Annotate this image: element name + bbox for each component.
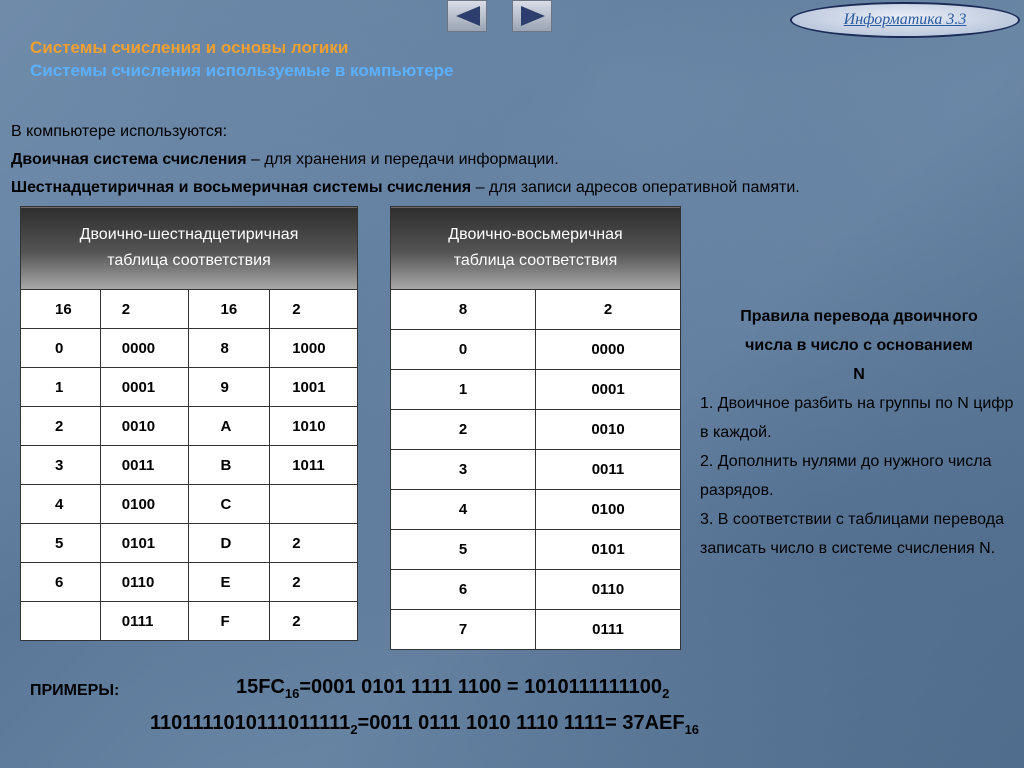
rule-item: 3. В соответствии с таблицами перевода записать число в системе счисления N.: [700, 511, 1004, 557]
table-cell: 6: [391, 570, 536, 610]
table-row: [21, 368, 358, 407]
table-cell: 0000: [536, 330, 681, 370]
table-cell: 2: [536, 290, 681, 330]
table-cell: 6: [21, 563, 101, 602]
table-row: [391, 410, 681, 450]
table-cell: 2: [270, 563, 358, 602]
table-row: [21, 329, 358, 368]
table-cell: 0011: [100, 446, 189, 485]
previous-slide-button[interactable]: [447, 0, 487, 32]
table-cell: B: [189, 446, 270, 485]
examples-label: ПРИМЕРЫ:: [30, 682, 120, 699]
table-cell: 1: [21, 368, 101, 407]
rule-item: 2. Дополнить нулями до нужного числа разрядов.: [700, 453, 992, 499]
table-cell: 0111: [100, 602, 189, 641]
intro-line-3: Шестнадцетиричная и восьмеричная системы счисления – для записи адресов оперативной памяти.: [11, 179, 800, 196]
table-cell: 2: [21, 407, 101, 446]
slide-title: Системы счисления и основы логики: [30, 38, 349, 57]
conversion-rules: [700, 302, 1018, 563]
table-row: [391, 290, 681, 330]
table-cell: 8: [189, 329, 270, 368]
table-cell: 7: [391, 610, 536, 650]
table-cell: 0010: [100, 407, 189, 446]
table-cell: 0: [391, 330, 536, 370]
intro-line-1: В компьютере используются:: [11, 123, 228, 140]
table-row: [391, 570, 681, 610]
table-cell: 1001: [270, 368, 358, 407]
table-cell: 0000: [100, 329, 189, 368]
table-cell: 2: [270, 524, 358, 563]
table-cell: A: [189, 407, 270, 446]
table-cell: [270, 485, 358, 524]
table-row: [21, 563, 358, 602]
table-row: [21, 290, 358, 329]
binary-octal-table: [390, 206, 681, 650]
table-cell: 2: [270, 602, 358, 641]
table-cell: 0010: [536, 410, 681, 450]
binary-hex-table: [20, 206, 358, 641]
table-row: [21, 407, 358, 446]
example-2: $1101111010111011111_2=0011$ 0111 1010 1110 $1111= 37AEF_{16}$: [150, 712, 700, 737]
subject-badge-link[interactable]: Информатика 3.3: [790, 2, 1020, 38]
table-cell: D: [189, 524, 270, 563]
table-row: [391, 370, 681, 410]
table-row: [391, 330, 681, 370]
table-cell: 2: [391, 410, 536, 450]
table-cell: 1010: [270, 407, 358, 446]
table-cell: 4: [391, 490, 536, 530]
table-row: [21, 485, 358, 524]
table-cell: 5: [391, 530, 536, 570]
table-cell: F: [189, 602, 270, 641]
table-cell: 0100: [536, 490, 681, 530]
table-cell: 0: [21, 329, 101, 368]
table-row: [21, 602, 358, 641]
table-cell: C: [189, 485, 270, 524]
table-row: [391, 450, 681, 490]
table-cell: 2: [100, 290, 189, 329]
table-cell: 4: [21, 485, 101, 524]
arrow-right-icon: [519, 5, 547, 27]
table-cell: 2: [270, 290, 358, 329]
table-cell: 0110: [100, 563, 189, 602]
next-slide-button[interactable]: [512, 0, 552, 32]
slide-subtitle: Системы счисления используемые в компьютере: [30, 61, 454, 80]
table-cell: 1: [391, 370, 536, 410]
table-row: [391, 530, 681, 570]
table-row: [21, 446, 358, 485]
table-row: [391, 610, 681, 650]
intro-line-2: Двоичная система счисления – для хранения и передачи информации.: [11, 151, 559, 168]
table-cell: 16: [189, 290, 270, 329]
table-header: Двоично-восьмеричная таблица соответствия: [391, 207, 681, 290]
table-cell: E: [189, 563, 270, 602]
table-cell: 0001: [100, 368, 189, 407]
table-cell: 0001: [536, 370, 681, 410]
example-1: $15FC_{16}=0001$ 0101 1111 $1100 = 1010111111100_2$: [236, 676, 670, 701]
table-cell: 0100: [100, 485, 189, 524]
table-cell: 0011: [536, 450, 681, 490]
rule-item: 1. Двоичное разбить на группы по N цифр в каждой.: [700, 395, 1014, 441]
table-cell: 8: [391, 290, 536, 330]
table-row: [391, 490, 681, 530]
rules-title: Правила перевода двоичного числа в число с основанием N: [740, 308, 978, 383]
table-cell: 1011: [270, 446, 358, 485]
table-cell: 0101: [100, 524, 189, 563]
table-cell: [21, 602, 101, 641]
table-cell: 5: [21, 524, 101, 563]
table-cell: 0111: [536, 610, 681, 650]
table-cell: 1000: [270, 329, 358, 368]
table-cell: 0110: [536, 570, 681, 610]
table-cell: 0101: [536, 530, 681, 570]
table-cell: 3: [391, 450, 536, 490]
table-cell: 3: [21, 446, 101, 485]
intro-text: [11, 118, 800, 202]
arrow-left-icon: [454, 5, 482, 27]
table-cell: 9: [189, 368, 270, 407]
table-header: Двоично-шестнадцетиричная таблица соответствия: [21, 207, 358, 290]
table-row: [21, 524, 358, 563]
table-cell: 16: [21, 290, 101, 329]
